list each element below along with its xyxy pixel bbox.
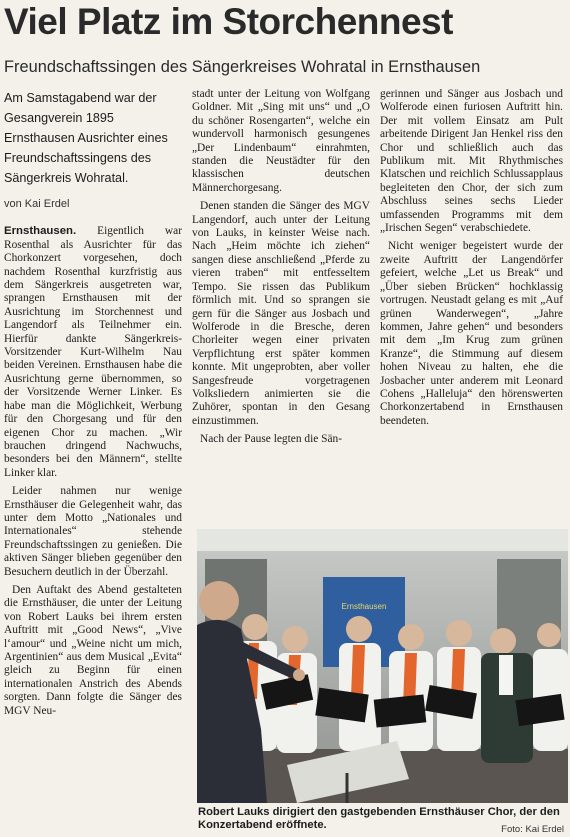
paragraph [4, 225, 182, 480]
paragraph: Nicht weniger begeistert wurde der zweite Auftritt der Langendörfer gefeiert, welche „Let us Break“ und „Über sieben Brücken“ hochklassig vortrugen. Neustadt gelang es mit „Auf grünen Wanderwegen“, „Jahre kommen, Jahre gehen“ und besonders mit dem „Im Krug zum grünen Kranze“, die Stimmung auf diesem hohen Niveau zu halten, ehe die Josbacher unter anderem mit Leonard Cohens „Halleluja“ den hörenswerten Chorkonzertabend in Ernsthausen beendeten. [380, 240, 563, 427]
paragraph: Nach der Pause legten die Sän- [200, 433, 343, 446]
byline: von Kai Erdel [4, 198, 70, 210]
paragraph: Leider nahmen nur wenige Ernsthäuser die Gelegenheit wahr, das unter dem Motto „Nationales und Internationales“ stehende Freundschaftssingen zu genießen. Die aktiven Sänger blieben gegenüber den Besuchern deutlich in der Überzahl. [4, 485, 182, 578]
column-1 [4, 88, 182, 718]
photo-credit: Foto: Kai Erdel [501, 824, 564, 835]
paragraph: Den Auftakt des Abend gestalteten die Ernsthäuser, die unter der Leitung von Robert Lauks bei ihrem ersten Auftritt mit „Good News“, „Vive l‘amour“ und „Weine nicht um mich, Argentinien“ aus dem Musical „Evita“ gleich zu Beginn für einen internationalen Anstrich des Abends sorgten. Dann folgte die Sänger des MGV Neu- [4, 583, 182, 717]
choir-photo [197, 529, 568, 803]
teaser: Am Samstagabend war der Gesangverein 1895 Ernsthausen Ausrichter eines Freundschaftssingens des Sängerkreis Wohratal. [4, 91, 168, 185]
photo-caption: Robert Lauks dirigiert den gastgebenden Ernsthäuser Chor, der den Konzertabend eröffnete. [198, 806, 560, 831]
paragraph: gerinnen und Sänger aus Josbach und Wolferode einen furiosen Auftritt hin. Der mit vollem Einsatz am Pult arbeitende Dirigent Jan Henkel riss den Chor und schließlich auch das Publikum mit. Mit Rhythmisches Klatschen und reichlich Schlussapplaus begleiteten den Chor, der sich zum Abschluss seines sechs Lieder umfassenden Programms mit dem „Irischen Segen“ verabschiedete. [380, 88, 563, 235]
dateline: Ernsthausen. [4, 225, 77, 238]
paragraph-text: Eigentlich war Rosenthal als Ausrichter für das Chorkonzert vorgesehen, doch nachdem Rosenthal kurzfristig aus dem Sängerkreis ausgetreten war, sprangen Ernsthausen mit der Ausrichtung im Storchennest und Langendorf als Teilnehmer ein. Hierfür dankte Sängerkreis-Vorsitzender Kurt-Wilhelm Nau beiden Vereinen. Ernsthausen habe die Ausrichtung gerne übernommen, so der Vorsitzende Werner Linker. Es habe man die Möglichkeit, Werbung für den Chorgesang und für den eigenen Chor zu machen. „Wir brauchen dringend Nachwuchs, besonders bei den Männern“, stellte Linker klar. [4, 225, 182, 479]
headline: Viel Platz im Storchennest [4, 1, 453, 42]
paragraph: stadt unter der Leitung von Wolfgang Goldner. Mit „Sing mit uns“ und „O du schöner Rosengarten“, welche ein wundervoll harmonisch gesungenes „Der Lindenbaum“ einrahmten, standen die Neustädter für den klassischen deutschen Männerchorgesang. [192, 88, 370, 194]
subheadline: Freundschaftssingen des Sängerkreises Wohratal in Ernsthausen [4, 58, 481, 76]
banner-text: Ernsthausen [341, 602, 387, 611]
paragraph: Denen standen die Sänger des MGV Langendorf, auch unter der Leitung von Lauks, in keinster Weise nach. Nach „Heim möchte ich ziehen“ sangen diese anschließend „Pferde zu vieren traben“ mit entfesseltem Tempo. Sie rissen das Publikum förmlich mit. Und so sprangen sie gern für die Sänger aus Josbach und Wolferode in die Bresche, deren Chorleiter wegen einer privaten Verpflichtung erst später kommen konnte. Mit ungeprobten, aber voller Sangesfreude vorgetragenen Volksliedern animierten sie die Zuhörer, spontan in den Gesang einzustimmen. [192, 200, 370, 427]
column-2 [192, 88, 370, 447]
column-3 [380, 88, 563, 428]
